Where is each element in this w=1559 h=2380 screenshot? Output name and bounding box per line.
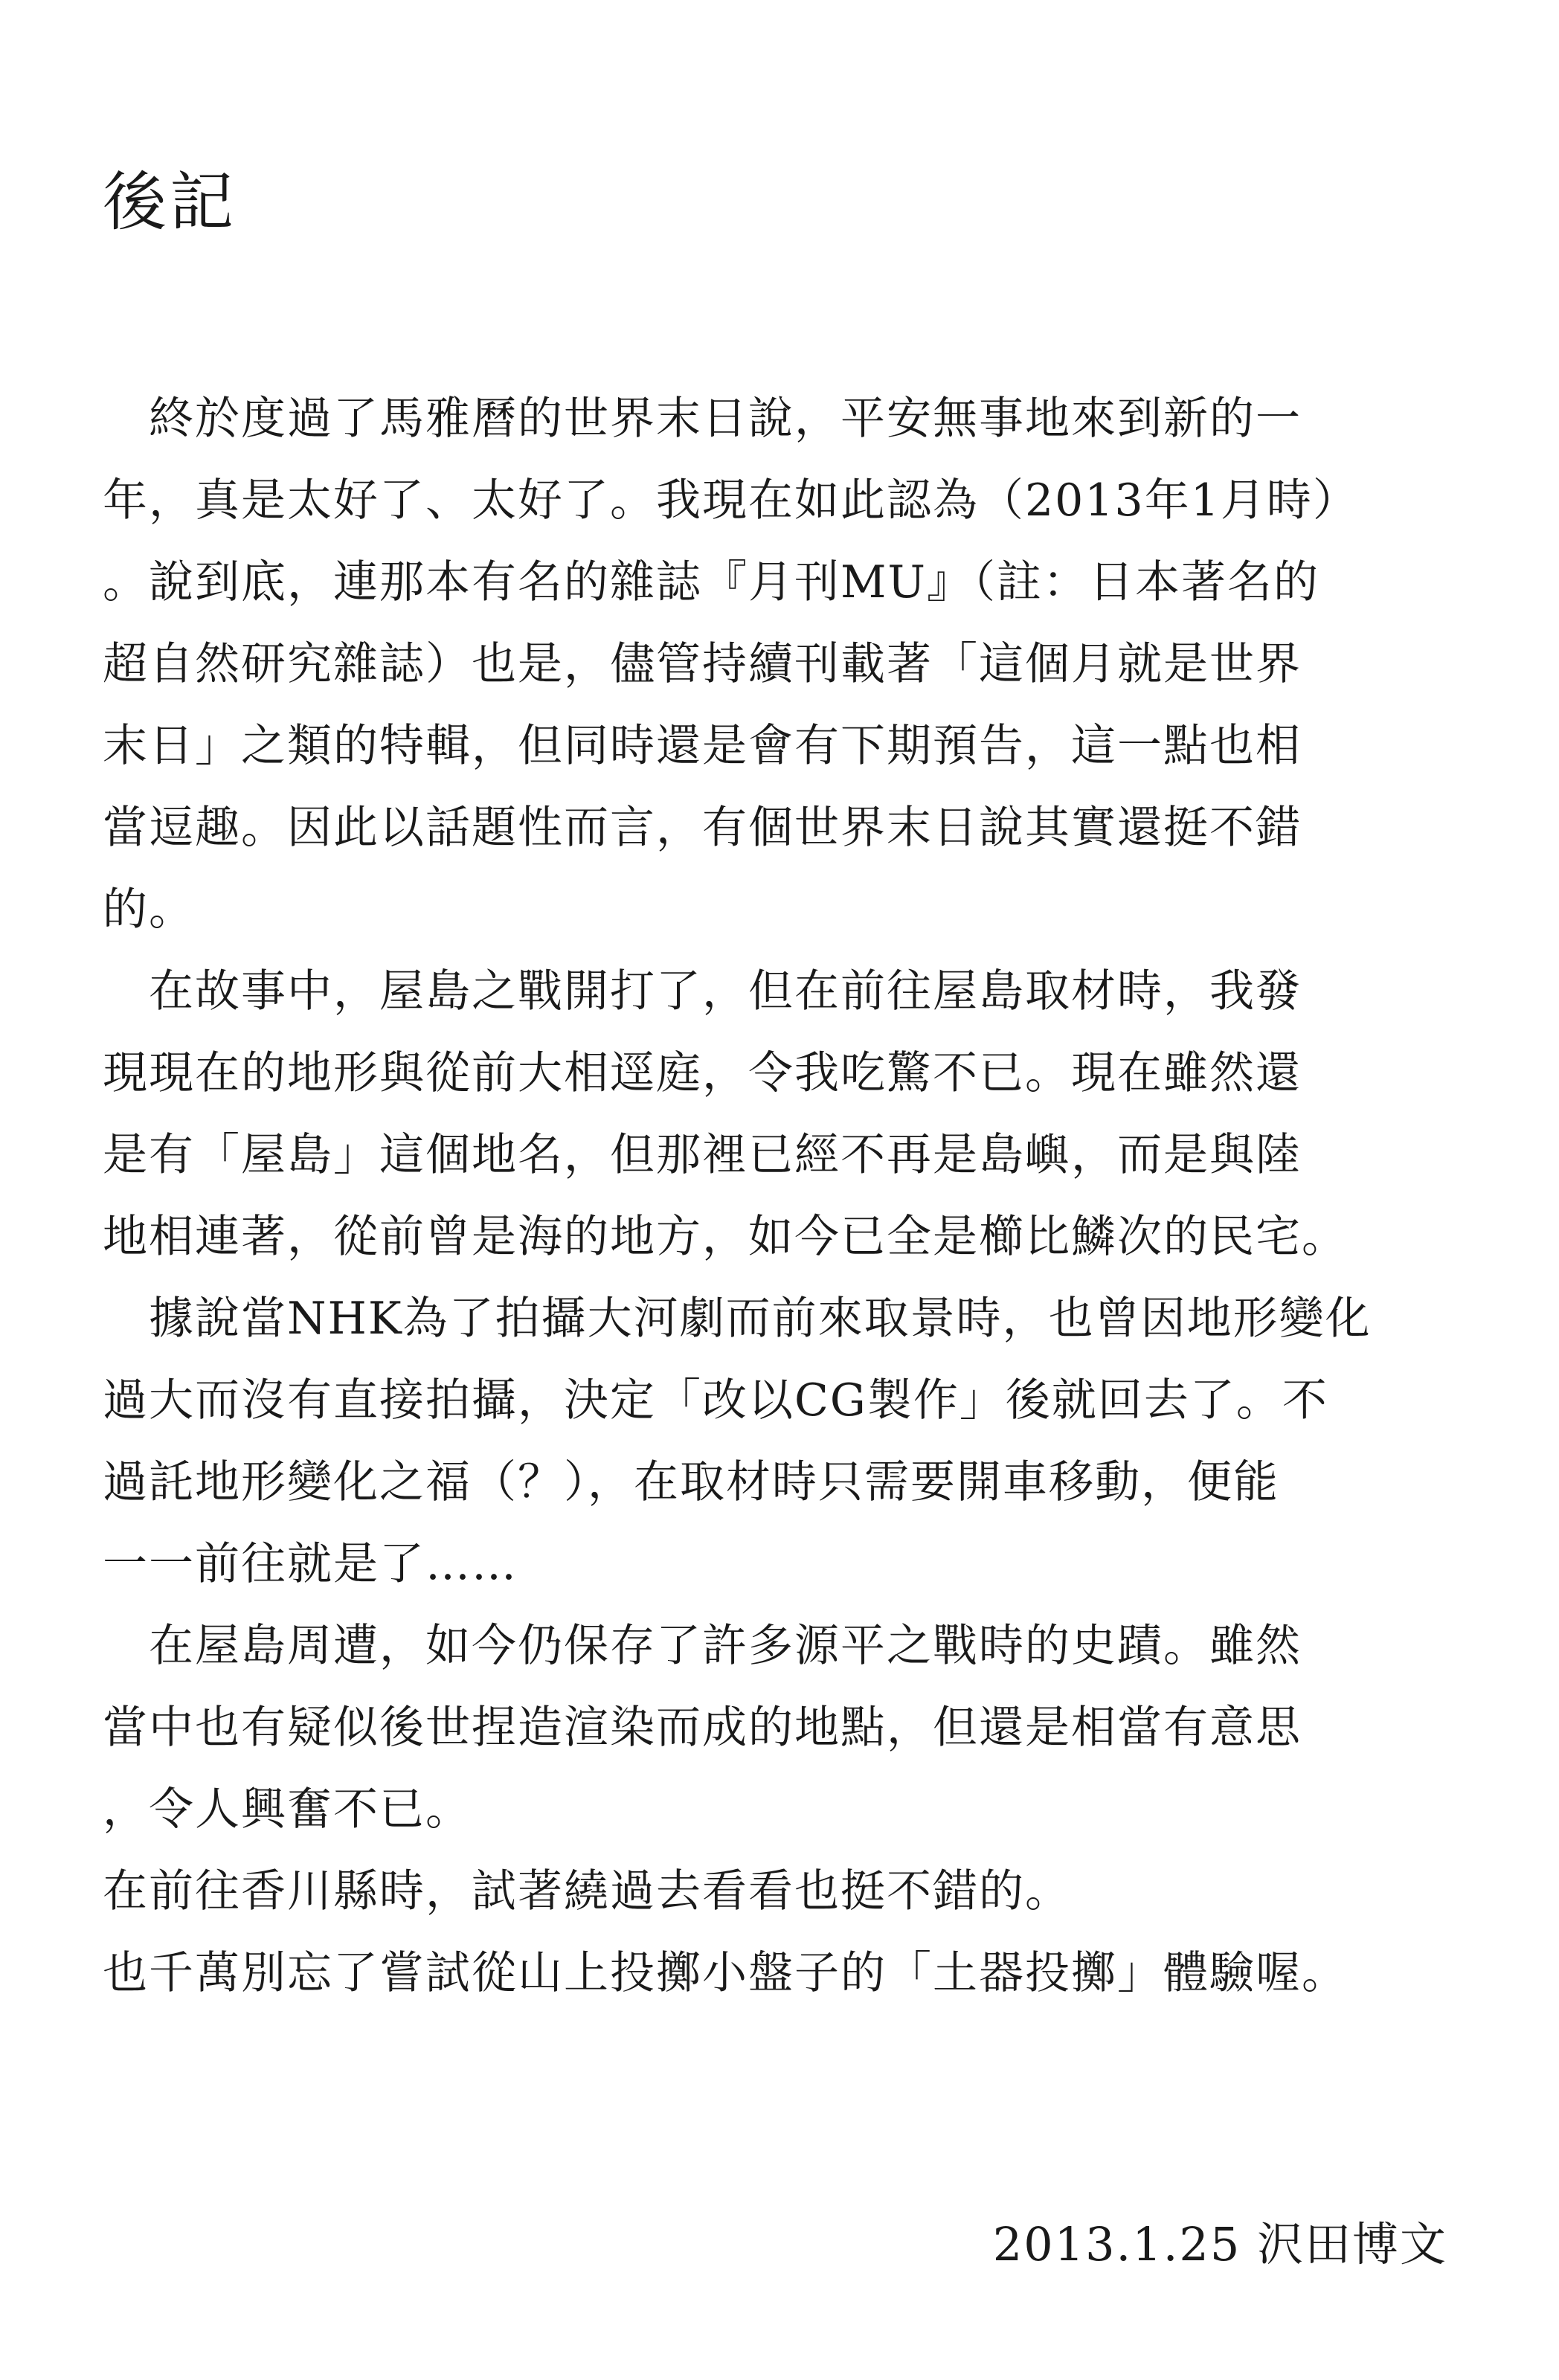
- text-line: 當逗趣。因此以話題性而言，有個世界末日說其實還挺不錯: [103, 802, 1302, 854]
- text-line: 過託地形變化之福（？），在取材時只需要開車移動，便能: [103, 1456, 1279, 1508]
- text-line: 地相連著，從前曾是海的地方，如今已全是櫛比鱗次的民宅。: [103, 1211, 1348, 1263]
- date-signature: 2013.1.25 沢田博文: [992, 2217, 1447, 2271]
- text-line: 終於度過了馬雅曆的世界末日說，平安無事地來到新的一: [103, 393, 1302, 445]
- text-line: 在故事中，屋島之戰開打了，但在前往屋島取材時，我發: [103, 965, 1302, 1017]
- text-line: 現現在的地形與從前大相逕庭，令我吃驚不已。現在雖然還: [103, 1047, 1302, 1099]
- text-line: 在屋島周遭，如今仍保存了許多源平之戰時的史蹟。雖然: [103, 1620, 1302, 1672]
- text-line: 據說當NHK為了拍攝大河劇而前來取景時，也曾因地形變化: [103, 1293, 1372, 1345]
- afterword-body: [103, 378, 1441, 2014]
- text-line: 一一前往就是了……: [103, 1538, 518, 1590]
- text-line: 當中也有疑似後世捏造渲染而成的地點，但還是相當有意思: [103, 1702, 1302, 1754]
- text-line: 在前往香川縣時，試著繞過去看看也挺不錯的。: [103, 1865, 1071, 1917]
- text-line: 是有「屋島」這個地名，但那裡已經不再是島嶼，而是與陸: [103, 1129, 1302, 1181]
- text-line: 的。: [103, 884, 195, 936]
- text-line: ，令人興奮不已。: [103, 1784, 472, 1836]
- text-line: 也千萬別忘了嘗試從山上投擲小盤子的「土器投擲」體驗喔。: [103, 1947, 1348, 1999]
- text-line: 年，真是太好了、太好了。我現在如此認為（2013年1月時）: [103, 475, 1359, 527]
- text-line: 超自然研究雜誌）也是，儘管持續刊載著「這個月就是世界: [103, 638, 1302, 690]
- text-line: 過大而沒有直接拍攝，決定「改以CG製作」後就回去了。不: [103, 1374, 1328, 1427]
- text-line: 。說到底，連那本有名的雜誌『月刊MU』（註：日本著名的: [103, 556, 1320, 608]
- page-title: 後記: [103, 165, 237, 239]
- text-line: 末日」之類的特輯，但同時還是會有下期預告，這一點也相: [103, 720, 1302, 772]
